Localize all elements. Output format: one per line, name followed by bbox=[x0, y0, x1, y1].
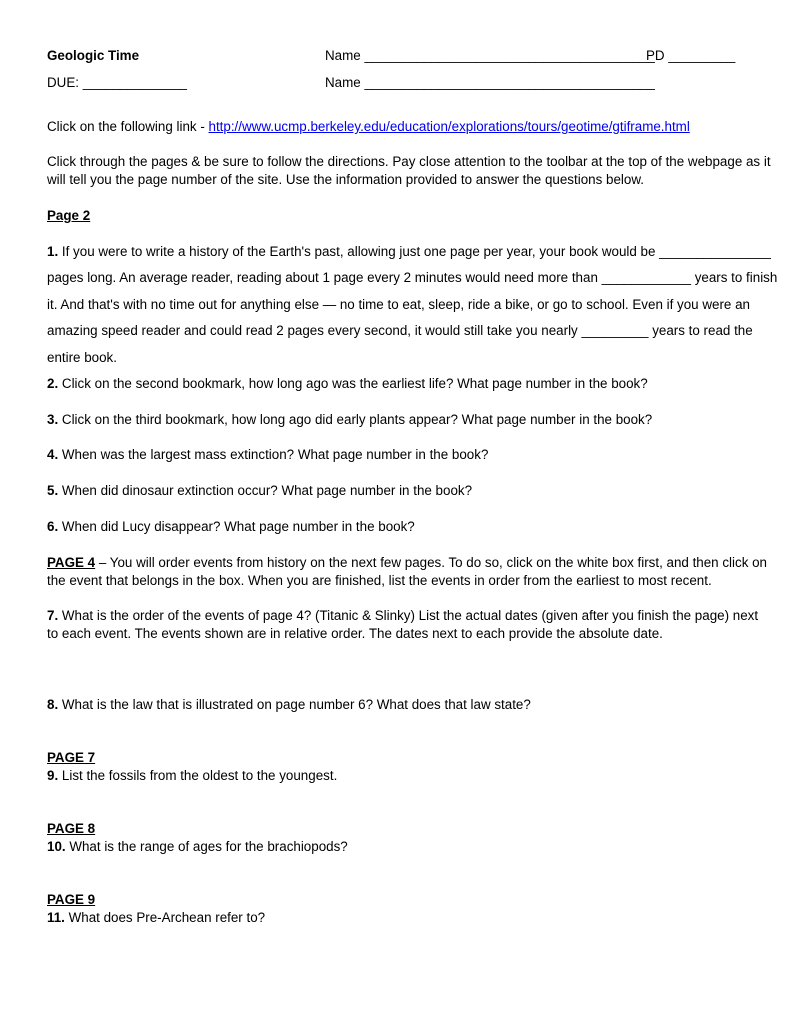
pd-field: PD _________ bbox=[646, 48, 736, 63]
question-10 bbox=[47, 839, 348, 855]
question-number: 6. bbox=[47, 519, 59, 534]
question-text: What is the range of ages for the brachiopods? bbox=[65, 839, 348, 854]
question-number: 2. bbox=[47, 376, 59, 391]
question-5 bbox=[47, 483, 472, 499]
question-text: What is the order of the events of page 4? (Titanic & Slinky) List the actual dates (given after you finish the page) next bbox=[58, 608, 759, 623]
question-8 bbox=[47, 697, 531, 713]
question-number: 11. bbox=[47, 910, 65, 925]
due-field: DUE: ______________ bbox=[47, 75, 187, 90]
page7-heading: PAGE 7 bbox=[47, 750, 96, 765]
question-number: 7. bbox=[47, 608, 59, 623]
question-1-line-5: entire book. bbox=[47, 350, 117, 365]
question-1-line-3: it. And that's with no time out for anything else — no time to eat, sleep, ride a bike, or go to school. Even if you were an bbox=[47, 297, 750, 312]
directions-line-2: will tell you the page number of the site. Use the information provided to answer the questions below. bbox=[47, 172, 644, 187]
name-field-2: Name _______________________________________ bbox=[325, 75, 655, 90]
question-number: 9. bbox=[47, 768, 59, 783]
question-text: What is the law that is illustrated on page number 6? What does that law state? bbox=[58, 697, 531, 712]
page2-heading: Page 2 bbox=[47, 208, 91, 223]
question-text: What does Pre-Archean refer to? bbox=[64, 910, 266, 925]
question-number: 5. bbox=[47, 483, 59, 498]
geotime-link[interactable]: http://www.ucmp.berkeley.edu/education/explorations/tours/geotime/gtiframe.html bbox=[208, 119, 690, 134]
question-7-line-1 bbox=[47, 608, 758, 624]
question-6 bbox=[47, 519, 415, 535]
page4-line-1 bbox=[47, 555, 767, 571]
link-prefix: Click on the following link - bbox=[47, 119, 209, 134]
question-number: 3. bbox=[47, 412, 59, 427]
question-text: When did Lucy disappear? What page number in the book? bbox=[58, 519, 415, 534]
name-field-1: Name _______________________________________ bbox=[325, 48, 655, 63]
link-line bbox=[47, 119, 690, 135]
page4-instructions: – You will order events from history on the next few pages. To do so, click on the white box first, and then click on bbox=[95, 555, 768, 570]
question-text: When did dinosaur extinction occur? What page number in the book? bbox=[58, 483, 473, 498]
question-3 bbox=[47, 412, 652, 428]
question-1-line-1 bbox=[47, 244, 771, 260]
question-text: If you were to write a history of the Earth's past, allowing just one page per year, your book would be _______________ bbox=[58, 244, 771, 259]
question-1-line-4: amazing speed reader and could read 2 pages every second, it would still take you nearly _________ years to read the bbox=[47, 323, 753, 338]
question-1-line-2: pages long. An average reader, reading about 1 page every 2 minutes would need more than ____________ years to finish bbox=[47, 270, 778, 285]
question-text: Click on the third bookmark, how long ago did early plants appear? What page number in the book? bbox=[58, 412, 653, 427]
question-7-line-2: to each event. The events shown are in relative order. The dates next to each provide the absolute date. bbox=[47, 626, 663, 641]
page8-heading: PAGE 8 bbox=[47, 821, 96, 836]
directions-line-1: Click through the pages & be sure to follow the directions. Pay close attention to the toolbar at the top of the webpage as it bbox=[47, 154, 771, 169]
question-9 bbox=[47, 768, 337, 784]
page4-line-2: the event that belongs in the box. When you are finished, list the events in order from the earliest to most recent. bbox=[47, 573, 712, 588]
question-11 bbox=[47, 910, 265, 926]
question-text: List the fossils from the oldest to the youngest. bbox=[58, 768, 338, 783]
worksheet-title: Geologic Time bbox=[47, 48, 140, 63]
question-2 bbox=[47, 376, 648, 392]
page9-heading: PAGE 9 bbox=[47, 892, 96, 907]
page4-heading: PAGE 4 bbox=[47, 555, 96, 570]
question-number: 4. bbox=[47, 447, 59, 462]
question-number: 1. bbox=[47, 244, 59, 259]
question-text: When was the largest mass extinction? What page number in the book? bbox=[58, 447, 489, 462]
question-4 bbox=[47, 447, 488, 463]
question-text: Click on the second bookmark, how long ago was the earliest life? What page number in the book? bbox=[58, 376, 648, 391]
question-number: 10. bbox=[47, 839, 66, 854]
question-number: 8. bbox=[47, 697, 59, 712]
